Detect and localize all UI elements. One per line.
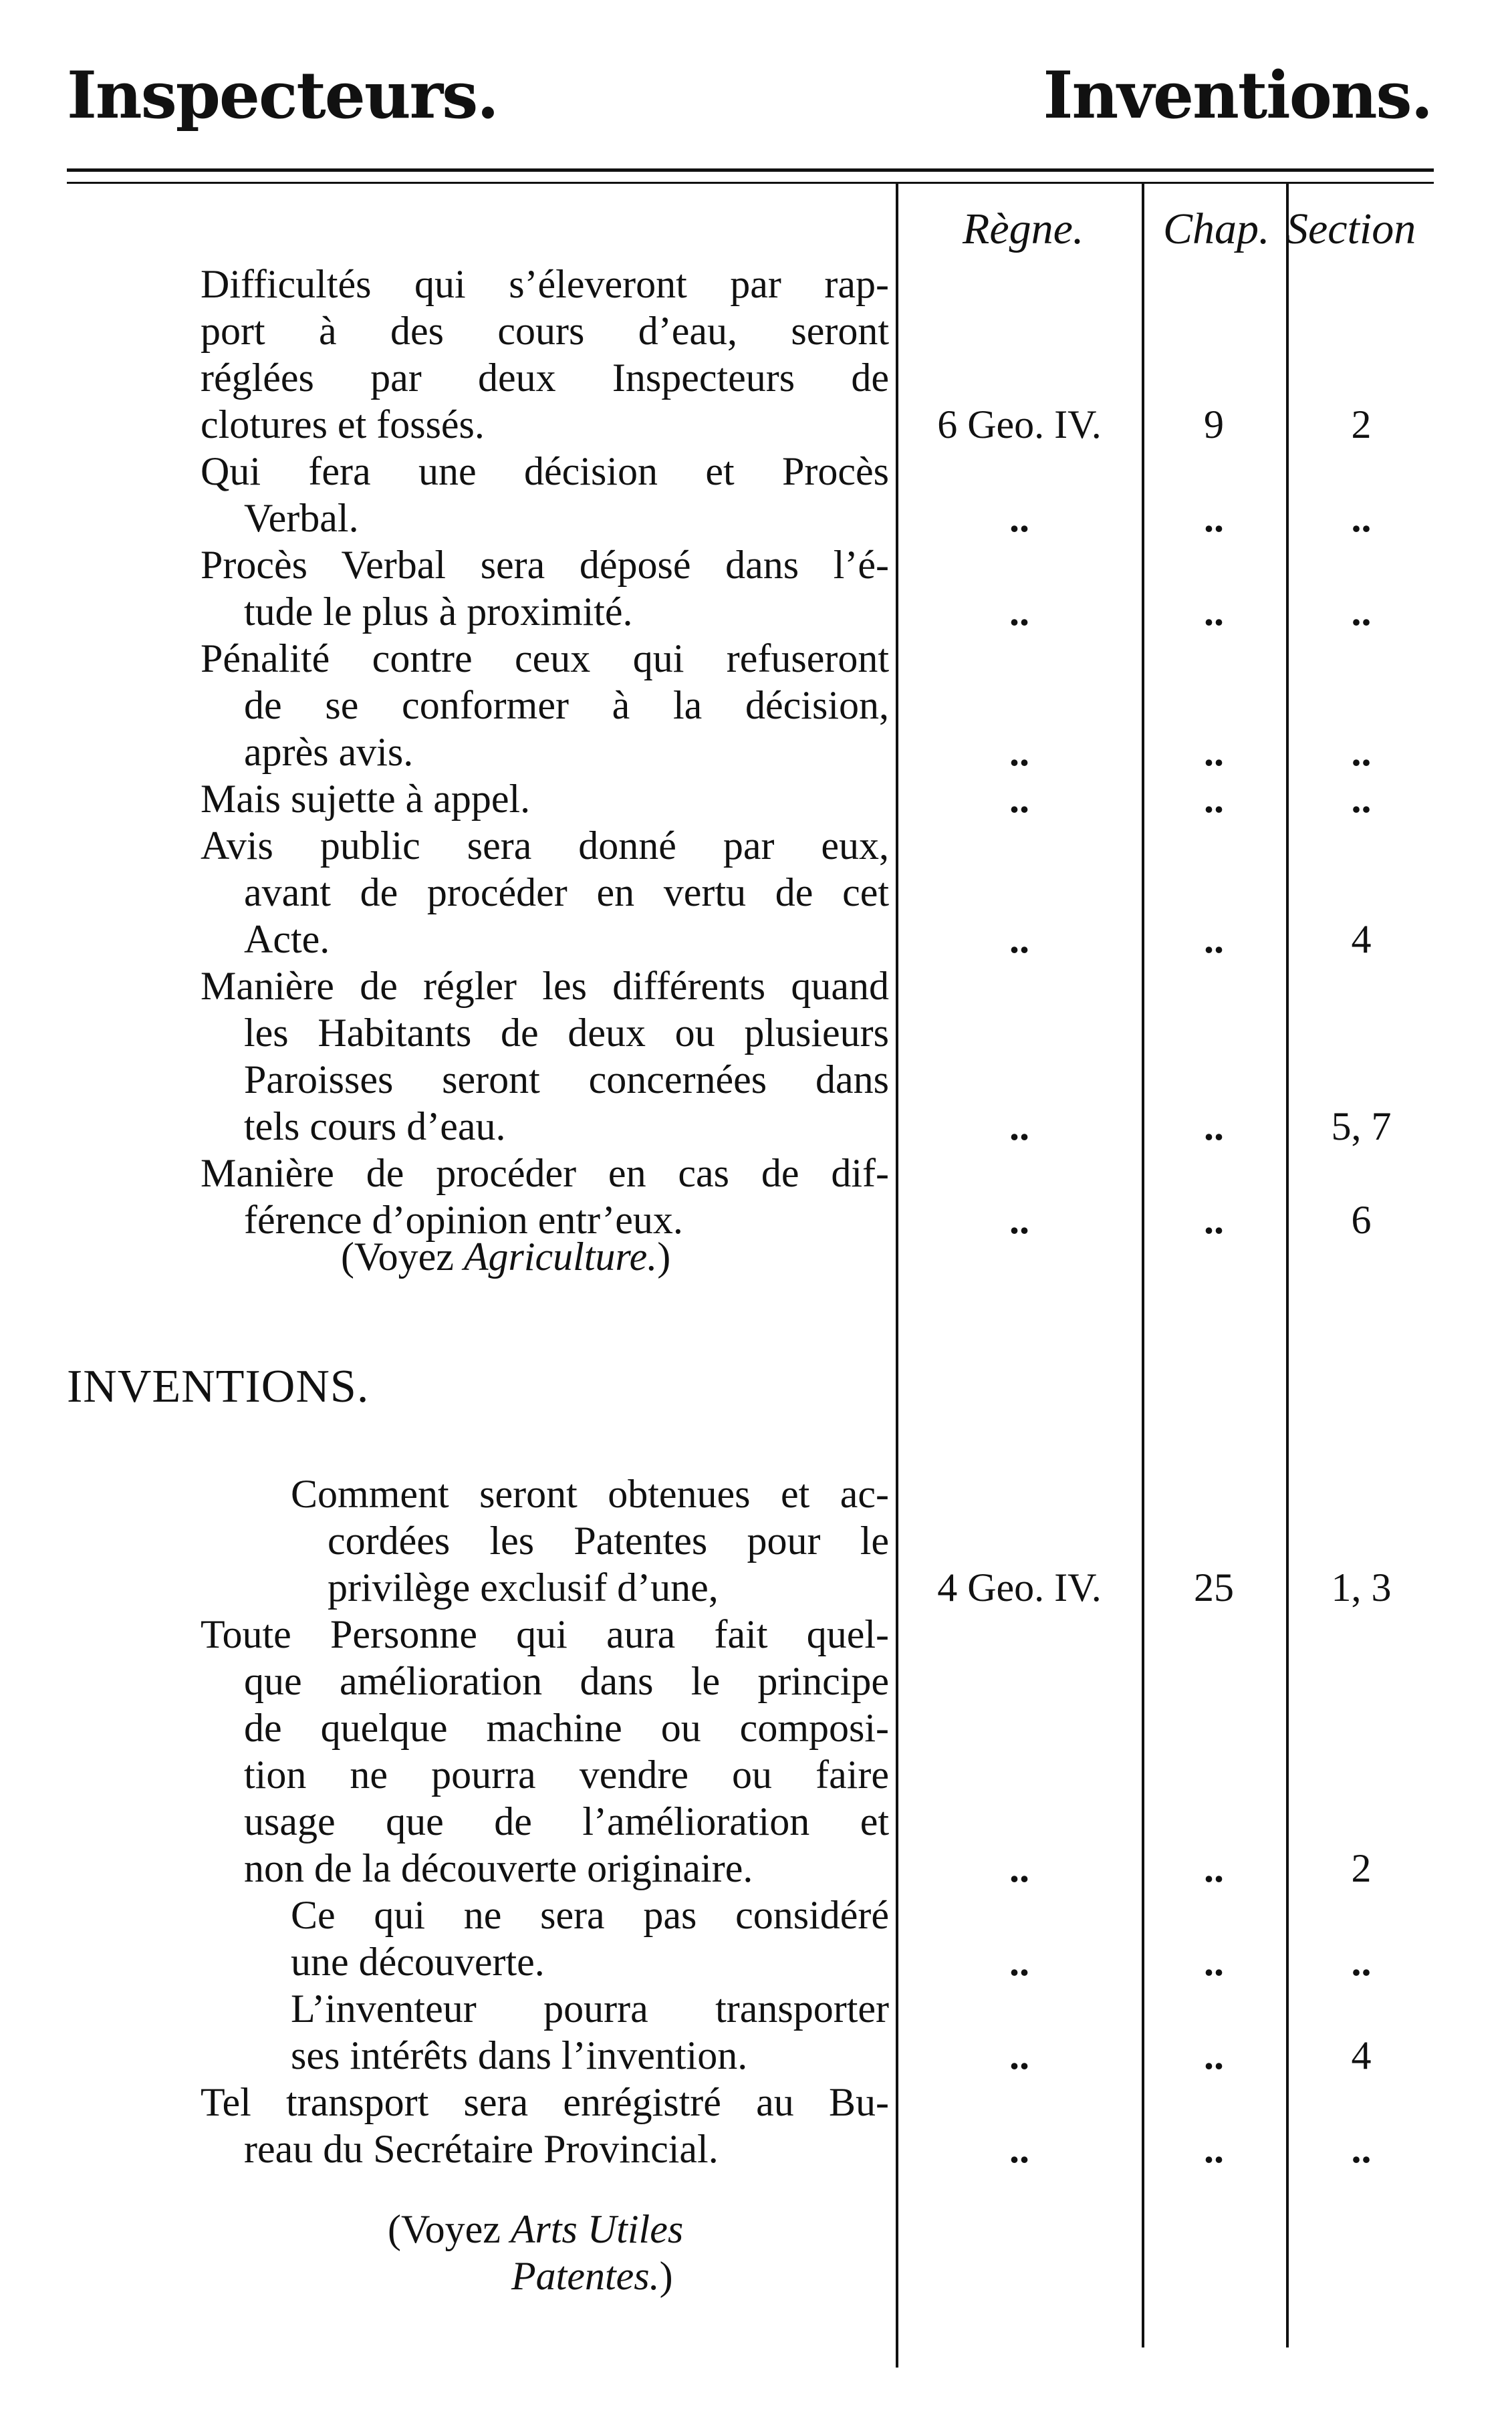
entry-text-line: après avis. <box>244 730 414 774</box>
entry-chap-value: .. <box>1204 777 1224 821</box>
entry-section-value: .. <box>1351 2127 1372 2171</box>
entry-section-value: .. <box>1351 590 1372 634</box>
see-also-patentes: Patentes.) <box>511 2254 673 2298</box>
entry-section-value: 2 <box>1351 402 1372 447</box>
entry-text-line: une découverte. <box>291 1940 545 1984</box>
entry-chap-value: .. <box>1204 590 1224 634</box>
column-header-chap: Chap. <box>1163 205 1270 253</box>
entry-text-line: de se conformer à la décision, <box>244 683 889 727</box>
entry-section-value: 6 <box>1351 1198 1372 1242</box>
entry-text-line: les Habitants de deux ou plusieurs <box>244 1011 889 1055</box>
entry-chap-value: .. <box>1204 2033 1224 2077</box>
entry-section-value: .. <box>1351 496 1372 540</box>
entry-chap-value: .. <box>1204 1940 1224 1984</box>
entry-text-line: Difficultés qui s’éleveront par rap- <box>201 262 889 306</box>
entry-text-line: tion ne pourra vendre ou faire <box>244 1753 889 1797</box>
entry-text-line: Avis public sera donné par eux, <box>201 823 889 868</box>
entry-regne-value: .. <box>1009 730 1029 774</box>
entry-chap-value: 9 <box>1204 402 1224 447</box>
entry-text-line: de quelque machine ou composi- <box>244 1706 889 1750</box>
entry-regne-value: .. <box>1009 496 1029 540</box>
entry-chap-value: 25 <box>1194 1565 1234 1610</box>
entry-text-line: Manière de procéder en cas de dif- <box>201 1151 889 1195</box>
entry-text-line: clotures et fossés. <box>201 402 485 447</box>
entry-regne-value: 6 Geo. IV. <box>937 402 1102 447</box>
entry-text-line: tude le plus à proximité. <box>244 590 633 634</box>
see-also-agriculture: (Voyez Agriculture.) <box>341 1235 671 1279</box>
entry-section-value: .. <box>1351 1940 1372 1984</box>
entry-text-line: Tel transport sera enrégistré au Bu- <box>201 2080 889 2124</box>
entry-text-line: port à des cours d’eau, seront <box>201 309 889 353</box>
entry-text-line: Paroisses seront concernées dans <box>244 1057 889 1102</box>
entry-chap-value: .. <box>1204 2127 1224 2171</box>
entry-text-line: Comment seront obtenues et ac- <box>291 1472 889 1516</box>
running-head-left: Inspecteurs. <box>67 57 498 133</box>
entry-text-line: privilège exclusif d’une, <box>328 1565 719 1610</box>
running-head-right: Inventions. <box>1043 57 1432 133</box>
entry-text-line: L’inventeur pourra transporter <box>291 1987 889 2031</box>
entry-regne-value: 4 Geo. IV. <box>937 1565 1102 1610</box>
entry-chap-value: .. <box>1204 730 1224 774</box>
entry-regne-value: .. <box>1009 777 1029 821</box>
entry-section-value: .. <box>1351 730 1372 774</box>
entry-section-value: 2 <box>1351 1846 1372 1890</box>
entry-text-line: Acte. <box>244 917 330 961</box>
entry-regne-value: .. <box>1009 2127 1029 2171</box>
entry-text-line: non de la découverte originaire. <box>244 1846 753 1890</box>
entry-regne-value: .. <box>1009 917 1029 961</box>
entry-text-line: Mais sujette à appel. <box>201 777 531 821</box>
entry-chap-value: .. <box>1204 1198 1224 1242</box>
entry-text-line: Pénalité contre ceux qui refuseront <box>201 636 889 680</box>
entry-text-line: Toute Personne qui aura fait quel- <box>201 1612 889 1656</box>
entry-text-line: usage que de l’amélioration et <box>244 1799 889 1844</box>
column-divider-1 <box>896 182 898 2368</box>
entry-regne-value: .. <box>1009 1198 1029 1242</box>
entry-regne-value: .. <box>1009 2033 1029 2077</box>
entry-text-line: réglées par deux Inspecteurs de <box>201 356 889 400</box>
entry-text-line: Manière de régler les différents quand <box>201 964 889 1008</box>
entry-section-value: .. <box>1351 777 1372 821</box>
entry-text-line: Ce qui ne sera pas considéré <box>291 1893 889 1937</box>
entry-text-line: cordées les Patentes pour le <box>328 1519 889 1563</box>
see-also-arts-utiles: (Voyez Arts Utiles <box>388 2207 684 2251</box>
entry-regne-value: .. <box>1009 1940 1029 1984</box>
entry-text-line: avant de procéder en vertu de cet <box>244 870 889 914</box>
entry-section-value: 5, 7 <box>1331 1104 1392 1148</box>
entry-text-line: férence d’opinion entr’eux. <box>244 1198 683 1242</box>
column-header-regne: Règne. <box>963 205 1084 253</box>
entry-regne-value: .. <box>1009 1846 1029 1890</box>
entry-section-value: 4 <box>1351 917 1372 961</box>
column-header-section: Section <box>1286 205 1416 253</box>
entry-text-line: Verbal. <box>244 496 359 540</box>
entry-chap-value: .. <box>1204 496 1224 540</box>
entry-text-line: Qui fera une décision et Procès <box>201 449 889 493</box>
entry-chap-value: .. <box>1204 1846 1224 1890</box>
entry-text-line: Procès Verbal sera déposé dans l’é- <box>201 543 889 587</box>
entry-section-value: 1, 3 <box>1331 1565 1392 1610</box>
entry-text-line: tels cours d’eau. <box>244 1104 506 1148</box>
entry-text-line: que amélioration dans le principe <box>244 1659 889 1703</box>
entry-section-value: 4 <box>1351 2033 1372 2077</box>
entry-chap-value: .. <box>1204 1104 1224 1148</box>
entry-text-line: reau du Secrétaire Provincial. <box>244 2127 719 2171</box>
entry-chap-value: .. <box>1204 917 1224 961</box>
entry-regne-value: .. <box>1009 1104 1029 1148</box>
entry-regne-value: .. <box>1009 590 1029 634</box>
entry-text-line: ses intérêts dans l’invention. <box>291 2033 748 2077</box>
header-rule-thin <box>67 182 1434 184</box>
header-rule-thick <box>67 168 1434 172</box>
section-title: INVENTIONS. <box>67 1361 370 1412</box>
